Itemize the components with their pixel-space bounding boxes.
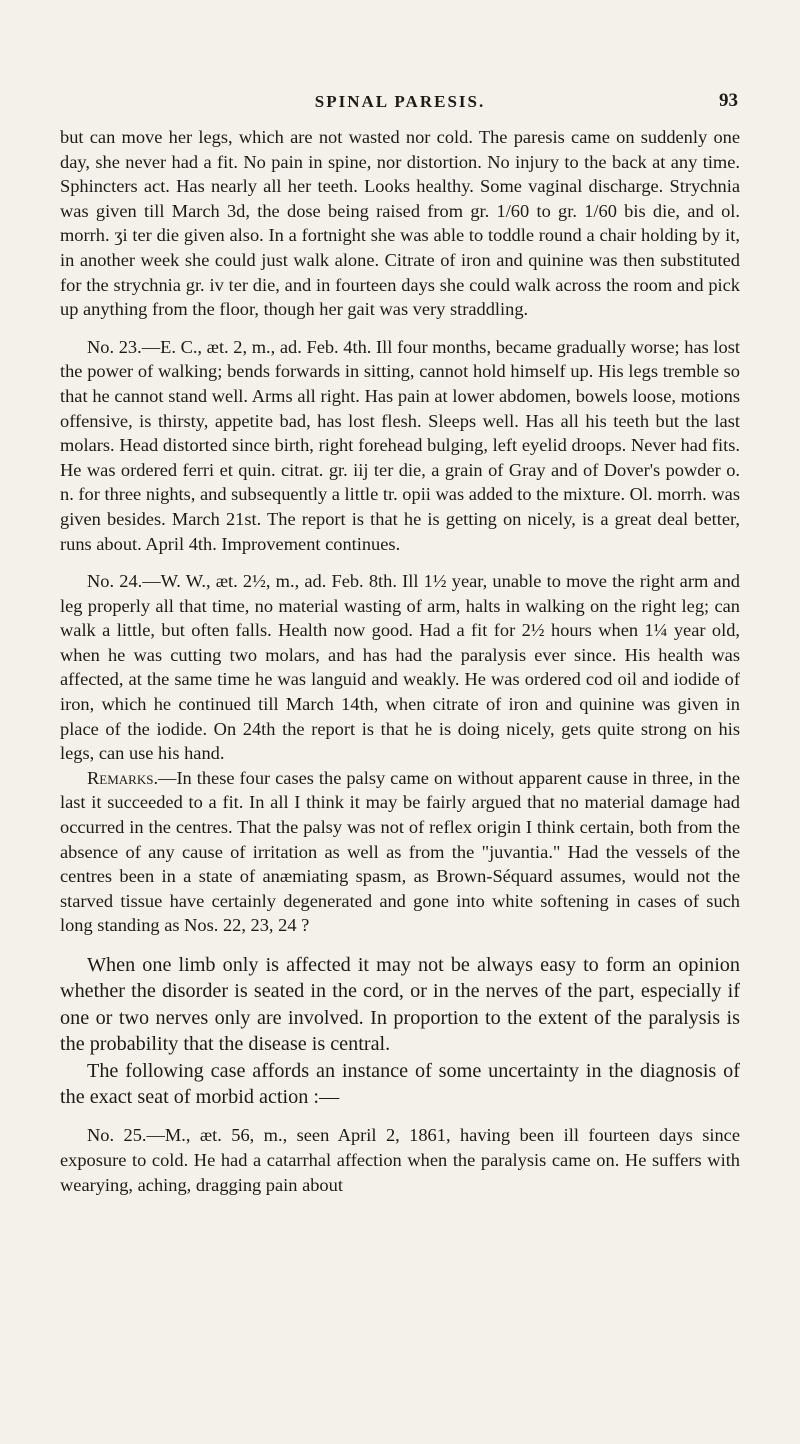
paragraph-case-24: No. 24.—W. W., æt. 2½, m., ad. Feb. 8th. Ill 1½ year, unable to move the right arm and leg properly all that time, no material wasting of arm, halts in walking on the right leg; can walk a little, but often falls. Health now good. Had a fit for 2½ hours when 1¼ year old, when he was cutting two molars, and has had the paralysis ever since. His health was affected, at the same time he was languid and weakly. He was ordered cod oil and iodide of iron, which he continued till March 14th, when citrate of iron and quinine was given in place of the iodide. On 24th the report is that he is doing nicely, gets quite strong on his legs, can use his hand. [60, 571, 740, 764]
running-title: SPINAL PARESIS. [314, 92, 486, 111]
paragraph-case-22-continued: but can move her legs, which are not wasted nor cold. The paresis came on suddenly one day, she never had a fit. No pain in spine, nor distortion. No injury to the back at any time. Sphincters act. Has nearly all her teeth. Looks healthy. Some vaginal discharge. Strychnia was given till March 3d, the dose being raised from gr. 1/60 to gr. 1/60 bis die, and ol. morrh. ʒi ter die given also. In a fortnight she was able to toddle round a chair holding by it, in another week she could just walk alone. Citrate of iron and quinine was then substituted for the strychnia gr. iv ter die, and in fourteen days she could walk across the room and pick up anything from the floor, though her gait was very straddling. [60, 127, 740, 320]
paragraph-following-case: The following case affords an instance of some uncertainty in the diagnosis of the exact seat of morbid action :— [60, 1059, 740, 1109]
page-number: 93 [719, 90, 738, 111]
remarks-label: Remarks. [87, 767, 159, 788]
remarks-text: —In these four cases the palsy came on without apparent cause in three, in the last it succeeded to a fit. In all I think it may be fairly argued that no material damage had occurred in the centres. That the palsy was not of reflex origin I think certain, both from the absence of any cause of irritation as well as from the "juvantia." Had the vessels of the centres been in a state of anæmiating spasm, as Brown-Séquard assumes, would not the starved tissue have certainly degenerated and gone into white softening in cases of such long standing as Nos. 22, 23, 24 ? [60, 767, 740, 936]
paragraph-case-23: No. 23.—E. C., æt. 2, m., ad. Feb. 4th. Ill four months, became gradually worse; has lost the power of walking; bends forwards in sitting, cannot hold himself up. His legs tremble so that he cannot stand well. Arms all right. Has pain at lower abdomen, bowels loose, motions offensive, is thirsty, appetite bad, has lost flesh. Sleeps well. Has all his teeth but the last molars. Head distorted since birth, right forehead bulging, left eyelid droops. Never had fits. He was ordered ferri et quin. citrat. gr. iij ter die, a grain of Gray and of Dover's powder o. n. for three nights, and subsequently a little tr. opii was added to the mixture. Ol. morrh. was given besides. March 21st. The report is that he is getting on nicely, is a great deal better, runs about. April 4th. Improvement continues. [60, 336, 740, 554]
paragraph-single-limb: When one limb only is affected it may not be always easy to form an opinion whether the disorder is seated in the cord, or in the nerves of the part, especially if one or two nerves only are involved. In proportion to the extent of the paralysis is the probability that the disease is central. [60, 954, 740, 1056]
paragraph-case-25: No. 25.—M., æt. 56, m., seen April 2, 1861, having been ill fourteen days since exposure to cold. He had a catarrhal affection when the paralysis came on. He suffers with wearying, aching, dragging pain about [60, 1125, 740, 1195]
body-text [60, 125, 740, 1197]
remarks-paragraph [60, 766, 740, 938]
